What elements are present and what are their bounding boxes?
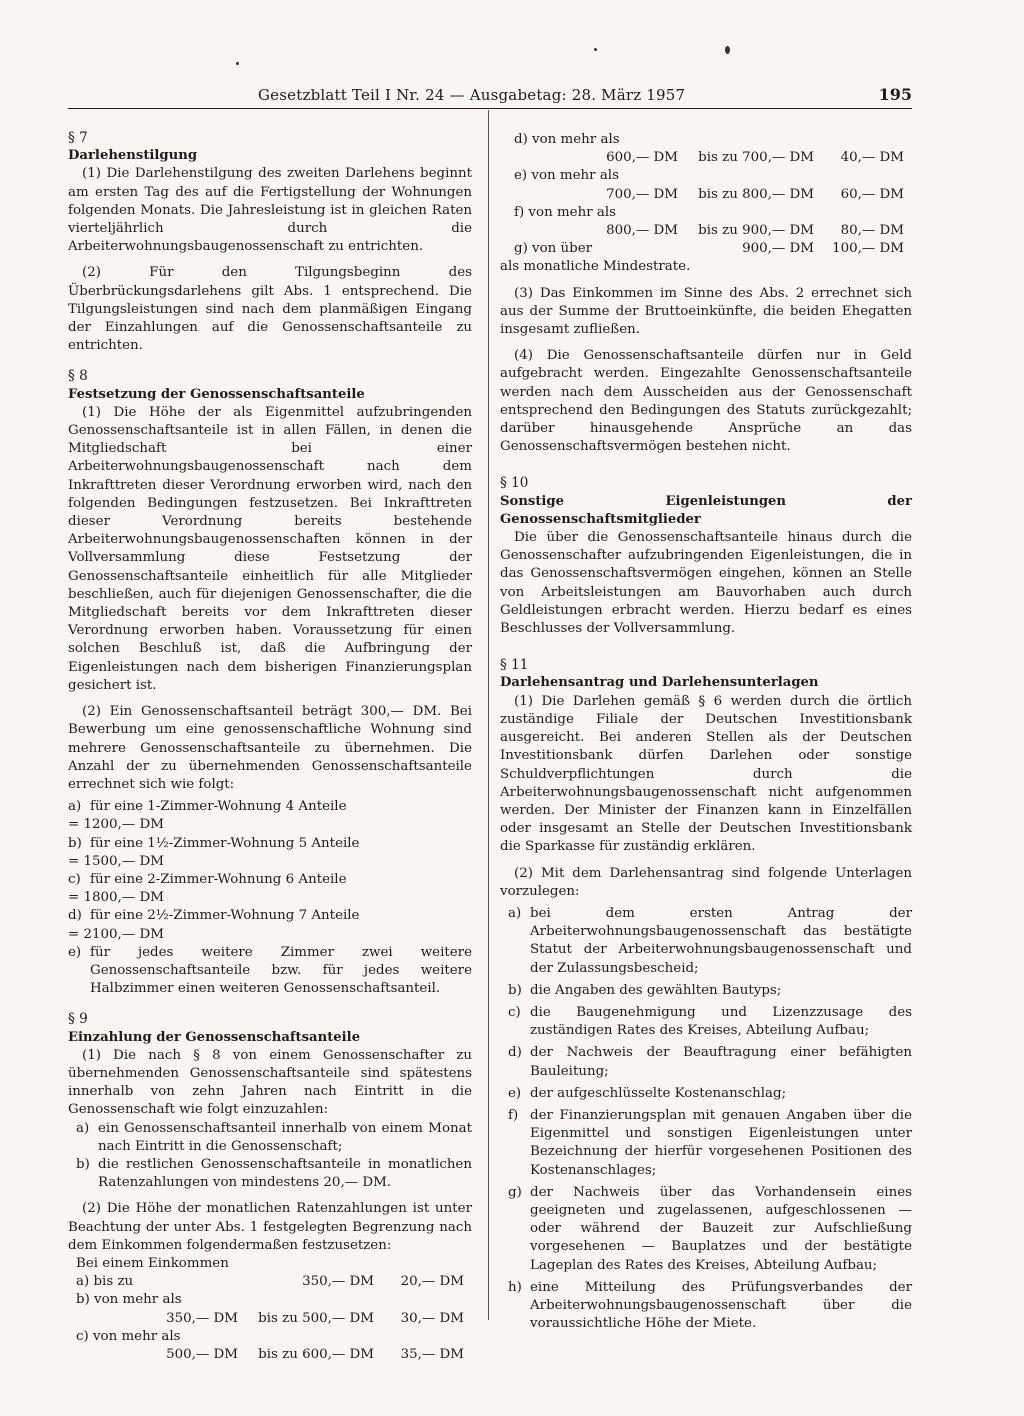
rate-row: f) von mehr als (514, 204, 616, 220)
section-title: Darlehensantrag und Darlehensunterlagen (500, 675, 819, 691)
rate-row: a) bis zu 350,— DM 20,— DM (76, 1274, 464, 1290)
right-column (500, 131, 912, 1333)
amount: = 1200,— DM (68, 817, 164, 833)
paragraph: Die über die Genossenschaftsanteile hinaus durch die Genossenschafter aufzubringenden Eigenleistungen, die in das Genossenschaftsvermögen eingehen, können an Stelle von Arbeitsleistungen am Bauvorhaben auch durch Geldleistungen erbracht werden. Hierzu bedarf es eines Beschlusses der Vollversammlung. (500, 530, 912, 637)
list-item: h) eine Mitteilung des Prüfungsverbandes der Arbeiterwohnungsbaugenossenschaft über die voraussichtliche Höhe der Miete. (508, 1279, 912, 1332)
list-item: a) ein Genossenschaftsanteil innerhalb von einem Monat nach Eintritt in die Genossenschaft; (76, 1120, 472, 1154)
rate-row: b) von mehr als (76, 1292, 182, 1308)
rate-row: 700,— DM bis zu 800,— DM 60,— DM (606, 186, 904, 202)
rate-row: 500,— DM bis zu 600,— DM 35,— DM (166, 1347, 464, 1362)
rate-row: d) von mehr als (514, 132, 620, 147)
paragraph: (1) Die Darlehenstilgung des zweiten Darlehens beginnt am ersten Tag des auf die Fertigstellung der Wohnungen folgenden Monats. Die Jahresleistung ist in gleichen Raten vierteljährlich durch die Arbeiterwohnungsbaugenossenschaft zu entrichten. (68, 166, 472, 255)
print-speck (236, 62, 239, 65)
section-title: Einzahlung der Genossenschaftsanteile (68, 1029, 361, 1045)
left-column (68, 129, 472, 1364)
page-number: 195 (878, 85, 912, 104)
min-rate-note: als monatliche Mindestrate. (500, 259, 691, 275)
print-speck (594, 48, 597, 51)
paragraph: (4) Die Genossenschaftsanteile dürfen nur in Geld aufgebracht werden. Eingezahlte Genossenschaftsanteile werden nach dem Ausscheiden aus der Genossenschaft entsprechend den Bedingungen des Statuts zurückgezahlt; darüber hinausgehende Ansprüche an das Genossenschaftsvermögen bestehen nicht. (500, 348, 912, 455)
list-item: a) bei dem ersten Antrag der Arbeiterwohnungsbaugenossenschaft das bestätigte Statut der Arbeiterwohnungsbaugenossenschaft und der Zulassungsbescheid; (508, 905, 912, 976)
paragraph: (1) Die Höhe der als Eigenmittel aufzubringenden Genossenschaftsanteile ist in allen Fällen, in denen die Mitgliedschaft bei einer Arbeiterwohnungsbaugenossenschaft nach dem Inkrafttreten dieser Verordnung erworben wird, nach den folgenden Bedingungen festzusetzen. Bei Inkrafttreten dieser Verordnung bereits bestehende Arbeiterwohnungsbaugenossenschaften können in der Vollversammlung diese Festsetzung der Genossenschaftsanteile einheitlich für alle Mitglieder beschließen, auch für diejenigen Genossenschafter, die die Mitgliedschaft bereits vor dem Inkrafttreten dieser Verordnung erworben haben. Voraussetzung für einen solchen Beschluß ist, daß die Aufbringung der Eigenleistungen nach dem bisherigen Finanzierungsplan gesichert ist. (68, 404, 472, 693)
paragraph: (2) Ein Genossenschaftsanteil beträgt 300,— DM. Bei Bewerbung um eine genossenschaftliche Wohnung sind mehrere Genossenschaftsanteile zu übernehmen. Die Anzahl der zu übernehmenden Genossenschaftsanteile errechnet sich wie folgt: (68, 704, 472, 792)
header-title: Gesetzblatt Teil I Nr. 24 — Ausgabetag: 28. März 1957 (258, 86, 686, 104)
rate-row: 350,— DM bis zu 500,— DM 30,— DM (166, 1310, 464, 1326)
list-item: e) der aufgeschlüsselte Kostenanschlag; (508, 1085, 787, 1101)
paragraph: (1) Die Darlehen gemäß § 6 werden durch die örtlich zuständige Filiale der Deutschen Investitionsbank ausgereicht. Bei anderen Stellen als der Deutschen Investitionsbank dürfen Darlehen oder sonstige Schuldverpflichtungen durch die Arbeiterwohnungsbaugenossenschaft nicht aufgenommen werden. Der Minister der Finanzen kann in Einzelfällen oder insgesamt an Stelle der Deutschen Investitionsbank die Sparkasse für zuständig erklären. (500, 693, 912, 855)
list-item: f) der Finanzierungsplan mit genauen Angaben über die Eigenmittel und sonstigen Eigenleistungen unter Bezeichnung der hierfür vorgesehenen Positionen des Kostenanschlages; (508, 1107, 912, 1178)
list-item: d) für eine 2½-Zimmer-Wohnung 7 Anteile (68, 908, 360, 924)
list-item: d) der Nachweis der Beauftragung einer befähigten Bauleitung; (508, 1045, 912, 1079)
list-item: b) für eine 1½-Zimmer-Wohnung 5 Anteile (68, 835, 360, 851)
rate-row: g) von über 900,— DM 100,— DM (514, 241, 904, 257)
amount: = 1500,— DM (68, 853, 164, 869)
section-title: Darlehenstilgung (68, 148, 198, 164)
section-title: Festsetzung der Genossenschaftsanteile (68, 386, 365, 402)
paragraph: (3) Das Einkommen im Sinne des Abs. 2 errechnet sich aus der Summe der Bruttoeinkünfte, die beiden Ehegatten insgesamt zufließen. (500, 285, 912, 338)
list-item: a) für eine 1-Zimmer-Wohnung 4 Anteile (68, 799, 347, 815)
print-speck (725, 46, 730, 54)
section-title: Sonstige Eigenleistungen der Genossenschaftsmitglieder (500, 493, 912, 527)
amount: = 2100,— DM (68, 926, 164, 942)
page-header (68, 85, 912, 109)
section-number: § 11 (500, 657, 529, 674)
paragraph: (2) Mit dem Darlehensantrag sind folgende Unterlagen vorzulegen: (500, 865, 912, 899)
amount: = 1800,— DM (68, 890, 164, 906)
section-number: § 7 (68, 130, 88, 146)
list-item: c) für eine 2-Zimmer-Wohnung 6 Anteile (68, 871, 347, 887)
section-number: § 8 (68, 368, 88, 385)
list-item: b) die restlichen Genossenschaftsanteile in monatlichen Ratenzahlungen von mindestens 20,— DM. (76, 1156, 472, 1191)
paragraph: (1) Die nach § 8 von einem Genossenschafter zu übernehmenden Genossenschaftsanteile sind spätestens innerhalb von zehn Jahren nach Eintritt in die Genossenschaft wie folgt einzuzahlen: (68, 1047, 472, 1118)
section-number: § 10 (500, 475, 529, 492)
column-divider (488, 110, 489, 1320)
rate-row: 800,— DM bis zu 900,— DM 80,— DM (606, 223, 904, 239)
rate-row: 600,— DM bis zu 700,— DM 40,— DM (606, 150, 904, 166)
income-intro: Bei einem Einkommen (76, 1255, 229, 1271)
list-item: g) der Nachweis über das Vorhandensein eines geeigneten und zugelassenen, aufgeschlossenen — oder während der Bauzeit zur Aufschließung vorgesehenen — Bauplatzes und der bestätigte Lageplan des Rates des Kreises, Abteilung Aufbau; (508, 1184, 912, 1273)
rate-row: c) von mehr als (76, 1328, 181, 1344)
rate-row: e) von mehr als (514, 168, 619, 184)
paragraph: (2) Für den Tilgungsbeginn des Überbrückungsdarlehens gilt Abs. 1 entsprechend. Die Tilgungsleistungen sind nach dem planmäßigen Eingang der Einzahlungen auf die Genossenschaftsanteile zu entrichten. (68, 265, 472, 354)
section-number: § 9 (68, 1011, 88, 1028)
list-item: c) die Baugenehmigung und Lizenzzusage des zuständigen Rates des Kreises, Abteilung Aufbau; (508, 1004, 912, 1039)
list-item: b) die Angaben des gewählten Bautyps; (508, 982, 782, 998)
paragraph: (2) Die Höhe der monatlichen Ratenzahlungen ist unter Beachtung der unter Abs. 1 festgelegten Begrenzung nach dem Einkommen folgendermaßen festzusetzen: (68, 1201, 472, 1253)
list-item: e) für jedes weitere Zimmer zwei weitere Genossenschaftsanteile bzw. für jedes weitere Halbzimmer einen weiteren Genossenschaftsanteil. (68, 944, 472, 997)
